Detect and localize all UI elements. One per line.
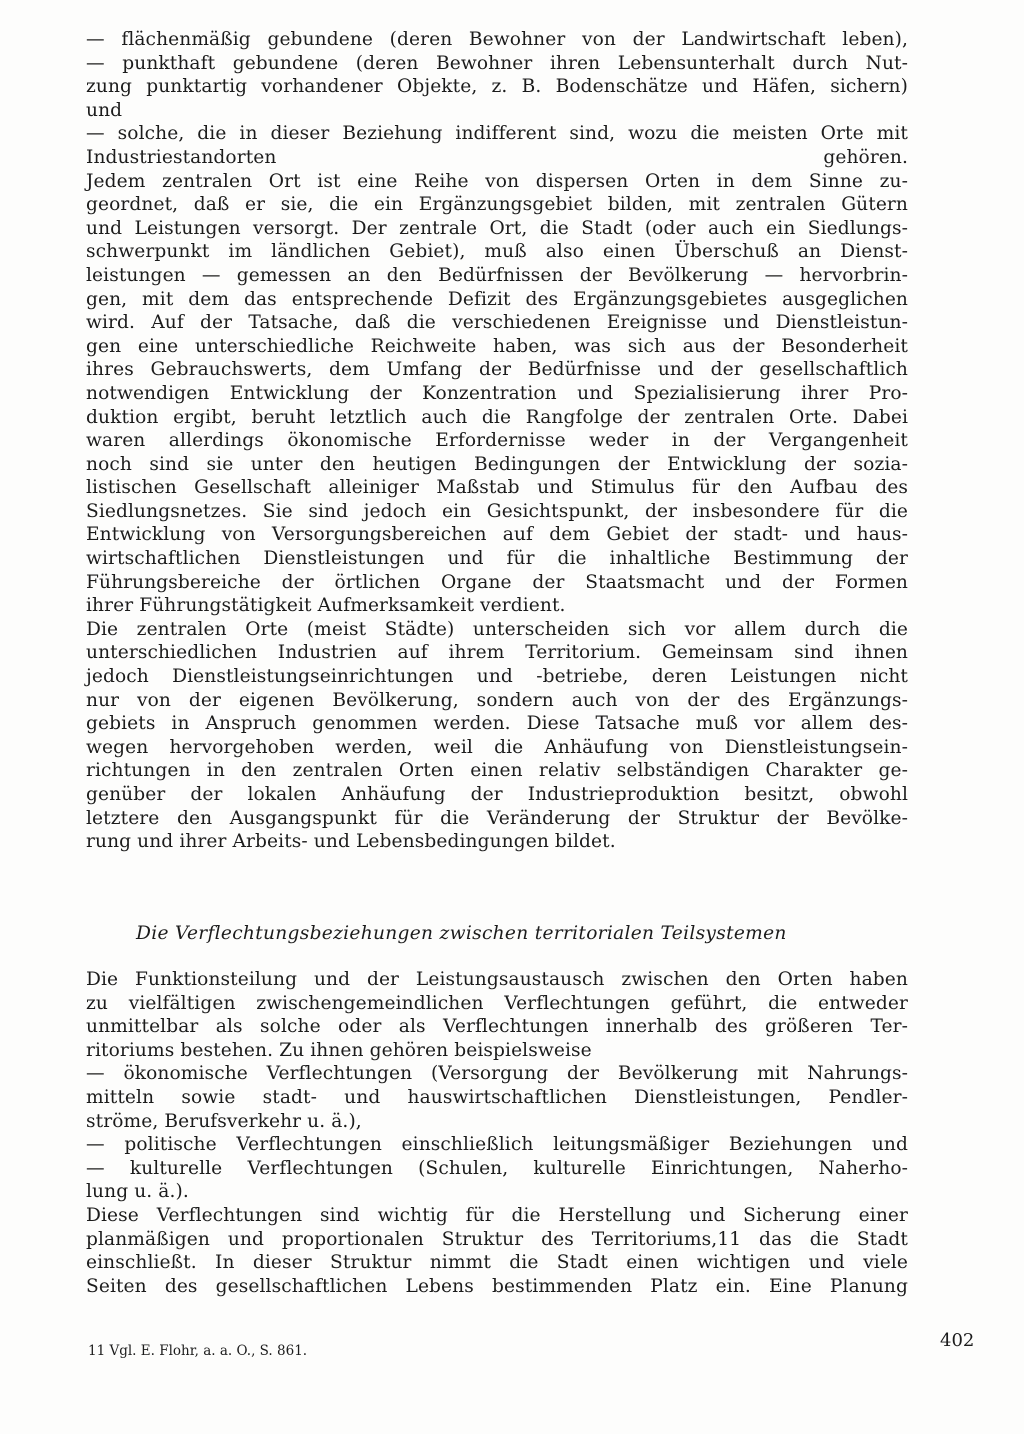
main-text-block xyxy=(86,28,908,854)
text-line: und Leistungen versorgt. Der zentrale Ort, die Stadt (oder auch ein Siedlungs- xyxy=(86,217,908,239)
section-heading: Die Verflechtungsbeziehungen zwischen territorialen Teilsystemen xyxy=(136,923,787,944)
text-line: rung und ihrer Arbeits- und Lebensbedingungen bildet. xyxy=(86,831,616,853)
text-line: gebiets in Anspruch genommen werden. Diese Tatsache muß vor allem des- xyxy=(86,713,908,735)
text-line: gen, mit dem das entsprechende Defizit des Ergänzungsgebietes ausgeglichen xyxy=(86,288,908,310)
text-line: zu vielfältigen zwischengemeindlichen Verflechtungen geführt, die entweder xyxy=(86,992,908,1014)
text-line: Industriestandorten gehören. xyxy=(86,146,908,168)
text-line: — punkthaft gebundene (deren Bewohner ihren Lebensunterhalt durch Nut- xyxy=(86,52,908,74)
text-line: waren allerdings ökonomische Erfordernisse weder in der Vergangenheit xyxy=(86,430,908,452)
text-line: planmäßigen und proportionalen Struktur des Territoriums,11 das die Stadt xyxy=(86,1228,908,1250)
text-line: ritoriums bestehen. Zu ihnen gehören beispielsweise xyxy=(86,1039,592,1061)
text-line: nur von der eigenen Bevölkerung, sondern auch von der des Ergänzungs- xyxy=(86,689,908,711)
text-line: — solche, die in dieser Beziehung indifferent sind, wozu die meisten Orte mit xyxy=(86,123,908,145)
text-line: — ökonomische Verflechtungen (Versorgung der Bevölkerung mit Nahrungs- xyxy=(86,1063,908,1085)
text-line: letztere den Ausgangspunkt für die Veränderung der Struktur der Bevölke- xyxy=(86,807,908,829)
text-line: wegen hervorgehoben werden, weil die Anhäufung von Dienstleistungsein- xyxy=(86,736,908,758)
text-line: wird. Auf der Tatsache, daß die verschiedenen Ereignisse und Dienstleistun- xyxy=(86,312,908,334)
text-line: Entwicklung von Versorgungsbereichen auf dem Gebiet der stadt- und haus- xyxy=(86,524,908,546)
section-text-block xyxy=(86,968,908,1298)
text-line: geordnet, daß er sie, die ein Ergänzungsgebiet bilden, mit zentralen Gütern xyxy=(86,194,908,216)
page-number: 402 xyxy=(940,1330,975,1351)
text-line: mitteln sowie stadt- und hauswirtschaftlichen Dienstleistungen, Pendler- xyxy=(86,1086,908,1108)
text-line: einschließt. In dieser Struktur nimmt die Stadt einen wichtigen und viele xyxy=(86,1252,908,1274)
text-line: noch sind sie unter den heutigen Bedingungen der Entwicklung der sozia- xyxy=(86,453,908,475)
text-line: Siedlungsnetzes. Sie sind jedoch ein Gesichtspunkt, der insbesondere für die xyxy=(86,500,908,522)
text-line: Seiten des gesellschaftlichen Lebens bestimmenden Platz ein. Eine Planung xyxy=(86,1275,908,1297)
text-line: jedoch Dienstleistungseinrichtungen und -betriebe, deren Leistungen nicht xyxy=(86,666,908,688)
text-line: zung punktartig vorhandener Objekte, z. B. Bodenschätze und Häfen, sichern) xyxy=(86,76,908,98)
text-line: genüber der lokalen Anhäufung der Industrieproduktion besitzt, obwohl xyxy=(86,784,908,805)
text-line: Die zentralen Orte (meist Städte) unterscheiden sich vor allem durch die xyxy=(86,618,908,640)
text-line: leistungen — gemessen an den Bedürfnissen der Bevölkerung — hervorbrin- xyxy=(86,264,908,286)
text-line: wirtschaftlichen Dienstleistungen und für die inhaltliche Bestimmung der xyxy=(86,548,908,570)
text-line: Diese Verflechtungen sind wichtig für die Herstellung und Sicherung einer xyxy=(86,1204,908,1226)
text-line: richtungen in den zentralen Orten einen relativ selbständigen Charakter ge- xyxy=(86,760,908,782)
text-line: Die Funktionsteilung und der Leistungsaustausch zwischen den Orten haben xyxy=(86,969,908,990)
text-line: ströme, Berufsverkehr u. ä.), xyxy=(86,1110,362,1132)
text-line: listischen Gesellschaft alleiniger Maßstab und Stimulus für den Aufbau des xyxy=(86,477,908,499)
text-line: schwerpunkt im ländlichen Gebiet), muß also einen Überschuß an Dienst- xyxy=(86,241,908,263)
text-line: gen eine unterschiedliche Reichweite haben, was sich aus der Besonderheit xyxy=(86,335,908,357)
text-line: — kulturelle Verflechtungen (Schulen, kulturelle Einrichtungen, Naherho- xyxy=(86,1157,908,1179)
text-line: unmittelbar als solche oder als Verflechtungen innerhalb des größeren Ter- xyxy=(86,1016,908,1038)
text-line: ihres Gebrauchswerts, dem Umfang der Bedürfnisse und der gesellschaftlich xyxy=(86,359,908,381)
text-line: notwendigen Entwicklung der Konzentration und Spezialisierung ihrer Pro- xyxy=(86,382,908,404)
text-line: — flächenmäßig gebundene (deren Bewohner von der Landwirtschaft leben), xyxy=(86,29,908,50)
footnote: 11 Vgl. E. Flohr, a. a. O., S. 861. xyxy=(88,1343,308,1359)
text-line: Führungsbereiche der örtlichen Organe der Staatsmacht und der Formen xyxy=(86,571,908,593)
text-line: Jedem zentralen Ort ist eine Reihe von dispersen Orten in dem Sinne zu- xyxy=(86,170,908,192)
text-line: unterschiedlichen Industrien auf ihrem Territorium. Gemeinsam sind ihnen xyxy=(86,642,908,664)
text-line: lung u. ä.). xyxy=(86,1181,189,1203)
text-line: und xyxy=(86,99,123,121)
text-line: duktion ergibt, beruht letztlich auch die Rangfolge der zentralen Orte. Dabei xyxy=(86,406,908,428)
text-line: — politische Verflechtungen einschließlich leitungsmäßiger Beziehungen und xyxy=(86,1134,908,1156)
text-line: ihrer Führungstätigkeit Aufmerksamkeit verdient. xyxy=(86,595,566,617)
